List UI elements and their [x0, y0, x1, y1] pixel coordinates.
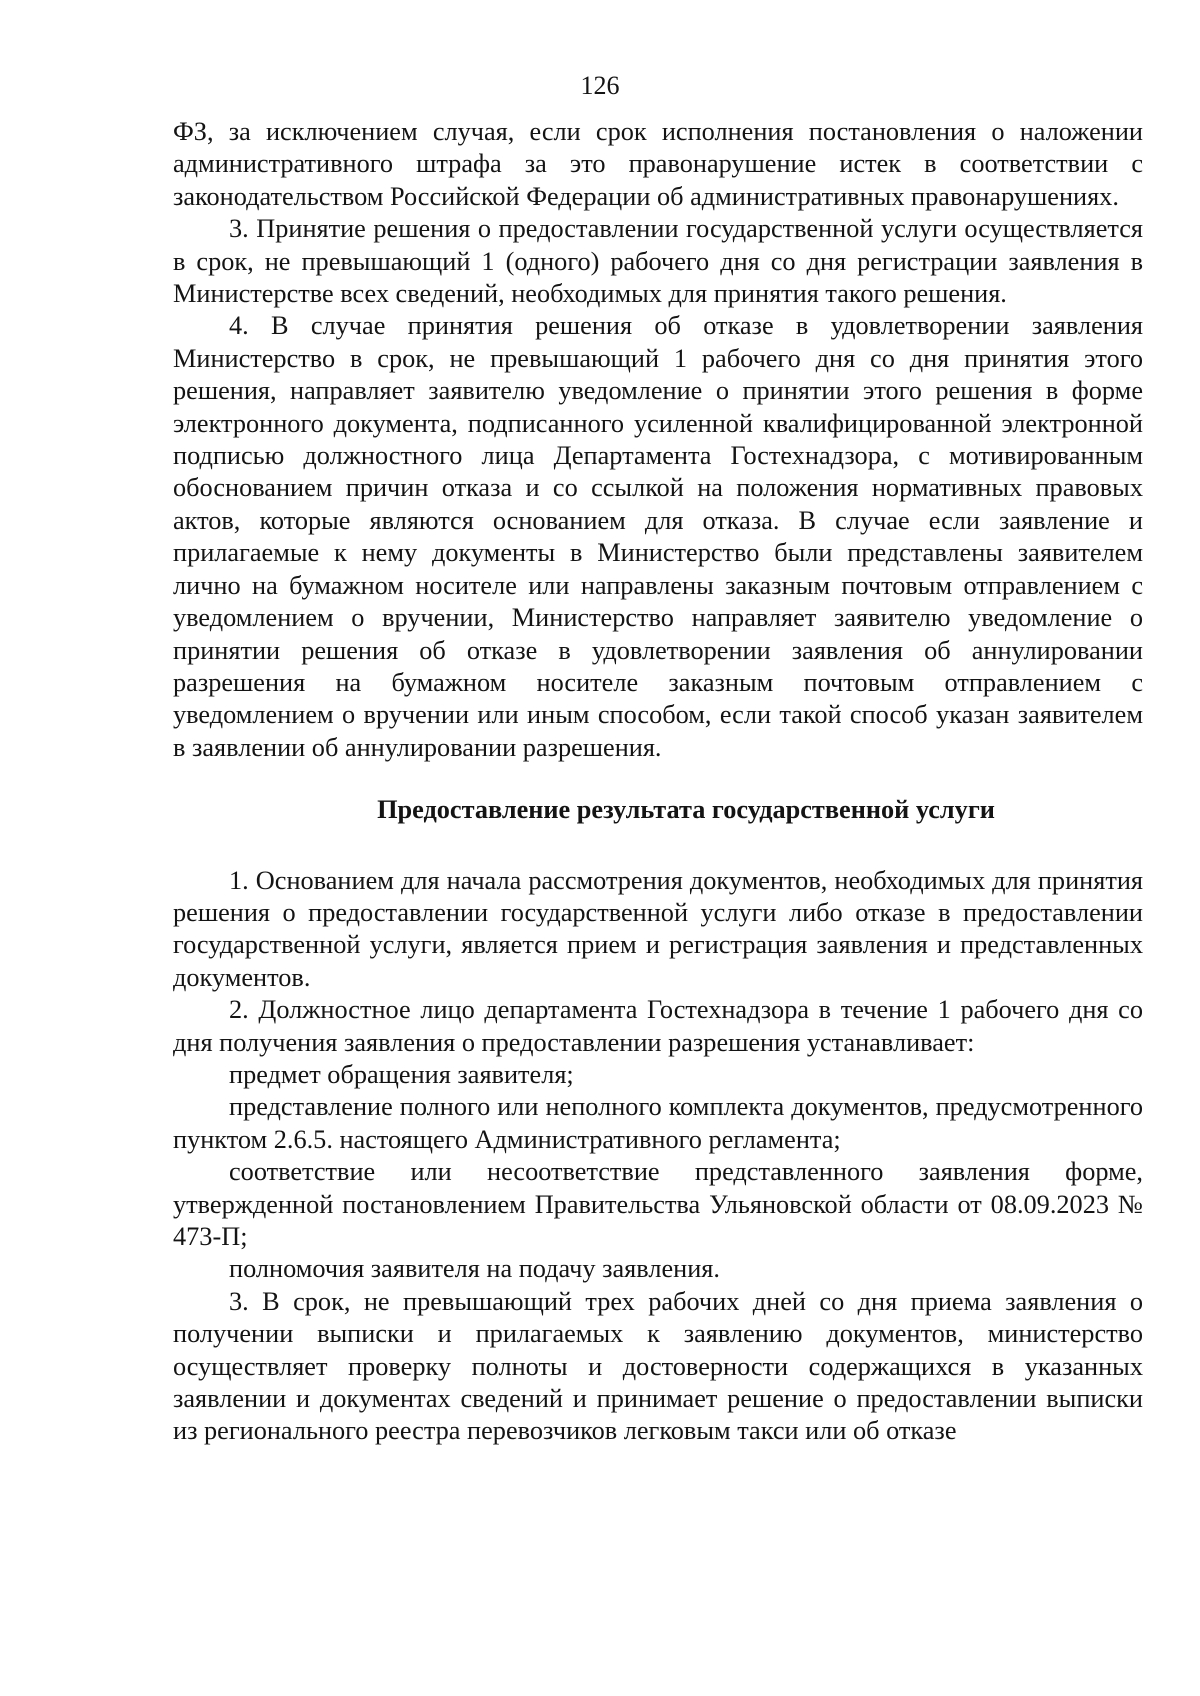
section-heading: Предоставление результата государственной услуги [377, 795, 995, 825]
list-item-completeness: представление полного или неполного комплекта документов, предусмотренного пунктом 2.6.5. настоящего Административного регламента; [173, 1092, 1143, 1154]
page-number: 126 [580, 71, 620, 100]
list-item-conformity: соответствие или несоответствие представленного заявления форме, утвержденной постановлением Правительства Ульяновской области от 08.09.2023 № 473-П; [173, 1157, 1143, 1251]
list-item-authority: полномочия заявителя на подачу заявления. [229, 1254, 720, 1284]
section-paragraph-1: 1. Основанием для начала рассмотрения документов, необходимых для принятия решения о предоставлении государственной услуги либо отказе в предоставлении государственной услуги, является прием и регистрация заявления и представленных документов. [173, 865, 1143, 992]
paragraph-item-3: 3. Принятие решения о предоставлении государственной услуги осуществляется в срок, не превышающий 1 (одного) рабочего дня со дня регистрации заявления в Министерстве всех сведений, необходимых для принятия такого решения. [173, 214, 1143, 309]
section-paragraph-2: 2. Должностное лицо департамента Гостехнадзора в течение 1 рабочего дня со дня получения заявления о предоставлении разрешения устанавливает: [173, 995, 1143, 1057]
list-item-subject: предмет обращения заявителя; [229, 1059, 574, 1089]
document-body [173, 116, 1143, 1448]
paragraph-continuation: ФЗ, за исключением случая, если срок исполнения постановления о наложении административного штрафа за это правонарушение истек в соответствии с законодательством Российской Федерации об административных правонарушениях. [173, 117, 1143, 211]
paragraph-item-4: 4. В случае принятия решения об отказе в удовлетворении заявления Министерство в срок, не превышающий 1 рабочего дня со дня принятия этого решения, направляет заявителю уведомление о принятии этого решения в форме электронного документа, подписанного усиленной квалифицированной электронной подписью должностного лица Департамента Гостехнадзора, с мотивированным обоснованием причин отказа и со ссылкой на положения нормативных правовых актов, которые являются основанием для отказа. В случае если заявление и прилагаемые к нему документы в Министерство были представлены заявителем лично на бумажном носителе или направлены заказным почтовым отправлением с уведомлением о вручении, Министерство направляет заявителю уведомление о принятии решения об отказе в удовлетворении заявления об аннулировании разрешения на бумажном носителе заказным почтовым отправлением с уведомлением о вручении или иным способом, если такой способ указан заявителем в заявлении об аннулировании разрешения. [173, 311, 1143, 762]
section-paragraph-3: 3. В срок, не превышающий трех рабочих дней со дня приема заявления о получении выписки и прилагаемых к заявлению документов, министерство осуществляет проверку полноты и достоверности содержащихся в указанных заявлении и документах сведений и принимает решение о предоставлении выписки из регионального реестра перевозчиков легковым такси или об отказе [173, 1286, 1143, 1446]
